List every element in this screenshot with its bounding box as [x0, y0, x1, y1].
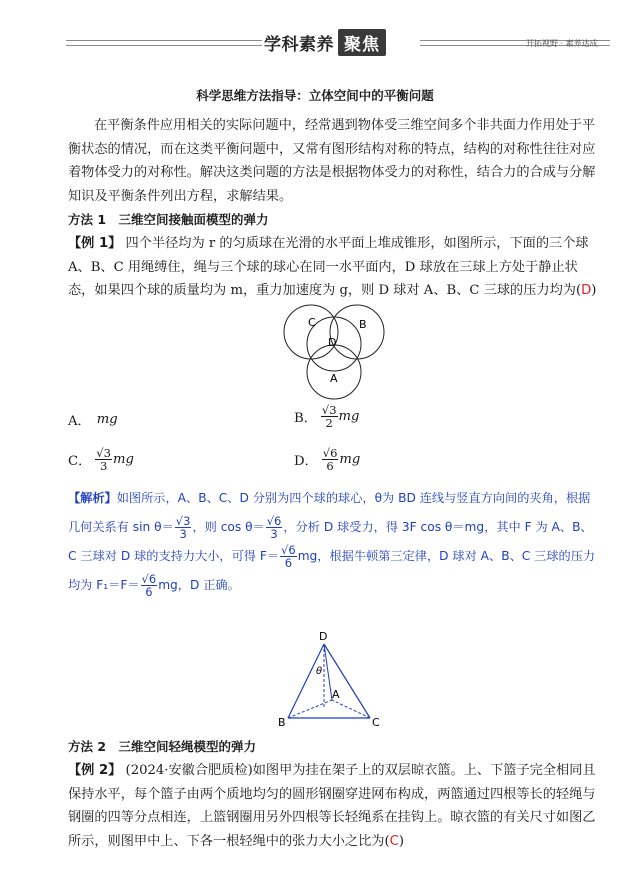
example1-label: 【例 1】 — [68, 236, 122, 251]
option-d-den: 6 — [326, 459, 334, 473]
example1-solution — [68, 484, 600, 600]
label-a: A — [330, 372, 338, 385]
option-b-den: 2 — [325, 416, 333, 430]
label-d: D — [328, 336, 337, 349]
solution-frac1 — [175, 515, 192, 540]
option-d-num: √6 — [322, 446, 338, 460]
option-b-fraction — [321, 404, 338, 429]
header-title-text: 学科素养 — [264, 34, 334, 55]
option-c — [68, 447, 134, 472]
option-c-key: C． — [68, 454, 92, 469]
tetra-label-theta: θ — [316, 666, 323, 677]
solution-frac4 — [141, 573, 158, 598]
section-title: 科学思维方法指导：立体空间中的平衡问题 — [196, 88, 434, 103]
solution-frac2-den: 3 — [270, 527, 278, 541]
example1-close: ) — [591, 283, 597, 298]
example1-text: 四个半径均为 r 的匀质球在光滑的水平面上堆成锥形，如图所示，下面的三个球 A、B、C 用绳缚住，绳与三个球的球心在同一水平面内，D 球放在三球上方处于静止状态，如果四个球的质量均为 m，重力加速度为 g，则 D 球对 A、B、C 三球的压力均为( — [68, 236, 589, 298]
solution-part3: ，分析 D 球受力，得 3F cos θ＝mg，其中 F 为 A、B、C 三球对 D 球的支持力大小，可得 F＝ — [68, 520, 593, 563]
solution-frac2-num: √6 — [266, 514, 282, 528]
edge-da — [324, 644, 332, 700]
example2-text: (2024·安徽合肥质检)如图甲为挂在架子上的双层晾衣篮。上、下篮子完全相同且保持水平，每个篮子由两个质地均匀的圆形钢圈穿进网布构成，两篮通过四根等长的轻绳与钢圈的四等分点相连，上篮钢圈用另外四根等长轻绳系在挂钩上。晾衣篮的有关尺寸如图乙所示，则图甲中上、下各一根轻绳中的张力大小之比为( — [68, 763, 596, 849]
solution-frac2 — [266, 515, 283, 540]
option-b-num: √3 — [321, 403, 337, 417]
solution-frac1-den: 3 — [179, 527, 187, 541]
option-d-fraction — [322, 447, 339, 472]
header-rule-left — [66, 40, 262, 46]
solution-part5: mg，D 正确。 — [158, 578, 240, 592]
example2-close: ) — [398, 833, 405, 849]
header-slogan: 开拓视野 · 素养达成 — [526, 39, 598, 48]
solution-frac1-num: √3 — [175, 514, 191, 528]
tetra-label-b: B — [278, 716, 286, 728]
option-c-den: 3 — [99, 459, 108, 473]
tetra-label-a: A — [332, 688, 340, 701]
option-b-key: B． — [294, 411, 317, 426]
method1-heading: 方法 1 三维空间接触面模型的弹力 — [68, 212, 269, 227]
option-c-fraction — [95, 447, 112, 472]
tetra-label-c: C — [372, 716, 380, 728]
header-title-badge: 聚焦 — [338, 29, 386, 56]
option-d-key: D． — [294, 454, 318, 469]
solution-frac4-den: 6 — [145, 585, 153, 599]
solution-part4: mg，根据牛顿第三定律，D 球对 A、B、C 三球的压力均为 F₁＝F＝ — [68, 549, 596, 592]
option-c-tail: mg — [112, 452, 134, 467]
option-a-text: mg — [96, 412, 118, 427]
option-c-num: √3 — [96, 446, 111, 460]
solution-label: 【解析】 — [68, 491, 117, 505]
option-d — [294, 447, 360, 472]
example1-answer: D — [581, 283, 592, 298]
option-a — [68, 410, 118, 429]
edge-ba — [288, 700, 332, 718]
tetrahedron-diagram — [276, 630, 394, 728]
tetra-label-d: D — [319, 630, 328, 643]
example2-label: 【例 2】 — [68, 763, 122, 778]
label-c: C — [308, 316, 316, 329]
solution-frac3-num: √6 — [281, 543, 296, 557]
option-a-key: A． — [68, 414, 91, 429]
option-d-tail: mg — [339, 452, 361, 467]
option-b-tail: mg — [338, 409, 360, 424]
spheres-diagram — [278, 304, 390, 404]
option-b — [294, 404, 360, 429]
solution-frac3-den: 6 — [284, 556, 293, 570]
intro-paragraph: 在平衡条件应用相关的实际问题中，经常遇到物体受三维空间多个非共面力作用处于平衡状态的情况，而在这类平衡问题中，又常有图形结构对称的特点，结构的对称性往往对应着物体受力的对称性。解决这类问题的方法是根据物体受力的对称性，结合力的合成与分解知识及平衡条件列出方程，求解结果。 — [68, 118, 596, 204]
edge-db — [288, 644, 324, 718]
method2-heading: 方法 2 三维空间轻绳模型的弹力 — [68, 739, 257, 754]
header-title — [264, 29, 420, 55]
label-b: B — [359, 318, 367, 331]
solution-frac3 — [280, 544, 297, 569]
solution-part1: 如图所示，A、B、C、D 分别为四个球的球心，θ为 BD 连线与竖直方向间的夹角，根据几何关系有 sin θ＝ — [68, 491, 591, 534]
solution-frac4-num: √6 — [141, 572, 157, 586]
solution-part2: ，则 cos θ＝ — [192, 520, 265, 534]
example2-question — [68, 759, 600, 853]
example1-question — [68, 232, 600, 303]
example2-answer: C — [389, 833, 399, 849]
